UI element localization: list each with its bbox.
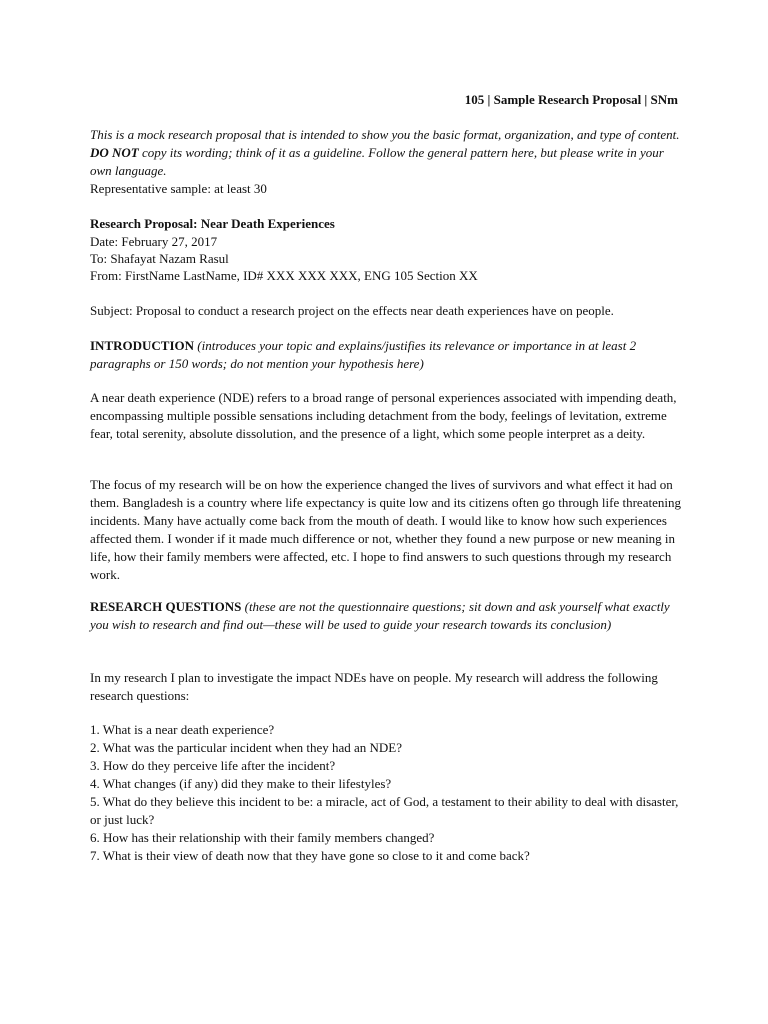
page-header: 105 | Sample Research Proposal | SNm <box>464 92 678 107</box>
memo-title: Research Proposal: Near Death Experiences <box>90 216 335 231</box>
memo-from: From: FirstName LastName, ID# XXX XXX XXX, ENG 105 Section XX <box>90 268 478 283</box>
representative-sample: Representative sample: at least 30 <box>90 181 267 196</box>
list-item: 2. What was the particular incident when they had an NDE? <box>90 740 403 755</box>
list-item: 3. How do they perceive life after the incident? <box>90 758 336 773</box>
document-page <box>90 0 686 1024</box>
list-item: 5. What do they believe this incident to be: a miracle, act of God, a testament to their ability to deal with disaster, or just luck? <box>90 794 679 827</box>
introduction-paragraph-2: The focus of my research will be on how the experience changed the lives of survivors and what effect it had on them. Bangladesh is a country where life expectancy is quite low and its citizens often go through life threatening incidents. Many have actually come back from the mouth of death. I would like to know how such experiences affected them. I wonder if it made much difference or not, whether they found a new purpose or new meaning in life, how their family members were affected, etc. I hope to find answers to such questions through my research work. <box>90 477 681 582</box>
research-questions-note: (these are not the questionnaire questions; sit down and ask yourself what exactly you wish to research and find out—these will be used to guide your research towards its conclusion) <box>90 599 670 632</box>
introduction-heading: INTRODUCTION <box>90 338 195 353</box>
memo-to: To: Shafayat Nazam Rasul <box>90 251 229 266</box>
memo-subject: Subject: Proposal to conduct a research project on the effects near death experiences have on people. <box>90 303 614 318</box>
research-questions-heading-line <box>90 598 686 634</box>
intro-note <box>90 126 686 180</box>
introduction-note: (introduces your topic and explains/justifies its relevance or importance in at least 2 paragraphs or 150 words; do not mention your hypothesis here) <box>90 338 637 371</box>
list-item: 6. How has their relationship with their family members changed? <box>90 830 435 845</box>
list-item: 4. What changes (if any) did they make to their lifestyles? <box>90 776 392 791</box>
research-questions-list <box>90 721 686 865</box>
research-questions-intro: In my research I plan to investigate the impact NDEs have on people. My research will address the following research questions: <box>90 670 658 703</box>
introduction-heading-line <box>90 337 686 373</box>
research-questions-heading: RESEARCH QUESTIONS <box>90 599 242 614</box>
list-item: 7. What is their view of death now that they have gone so close to it and come back? <box>90 848 530 863</box>
memo-date: Date: February 27, 2017 <box>90 234 218 249</box>
introduction-paragraph-1: A near death experience (NDE) refers to a broad range of personal experiences associated with impending death, encompassing multiple possible sensations including detachment from the body, feelings of levitation, extreme fear, total serenity, absolute dissolution, and the presence of a light, which some people interpret as a deity. <box>90 390 677 441</box>
list-item: 1. What is a near death experience? <box>90 722 275 737</box>
intro-note-emphasis: DO NOT <box>90 145 139 160</box>
intro-note-part2: copy its wording; think of it as a guideline. Follow the general pattern here, but please write in your own language. <box>90 145 664 178</box>
intro-note-part1: This is a mock research proposal that is intended to show you the basic format, organization, and type of content. <box>90 127 680 142</box>
